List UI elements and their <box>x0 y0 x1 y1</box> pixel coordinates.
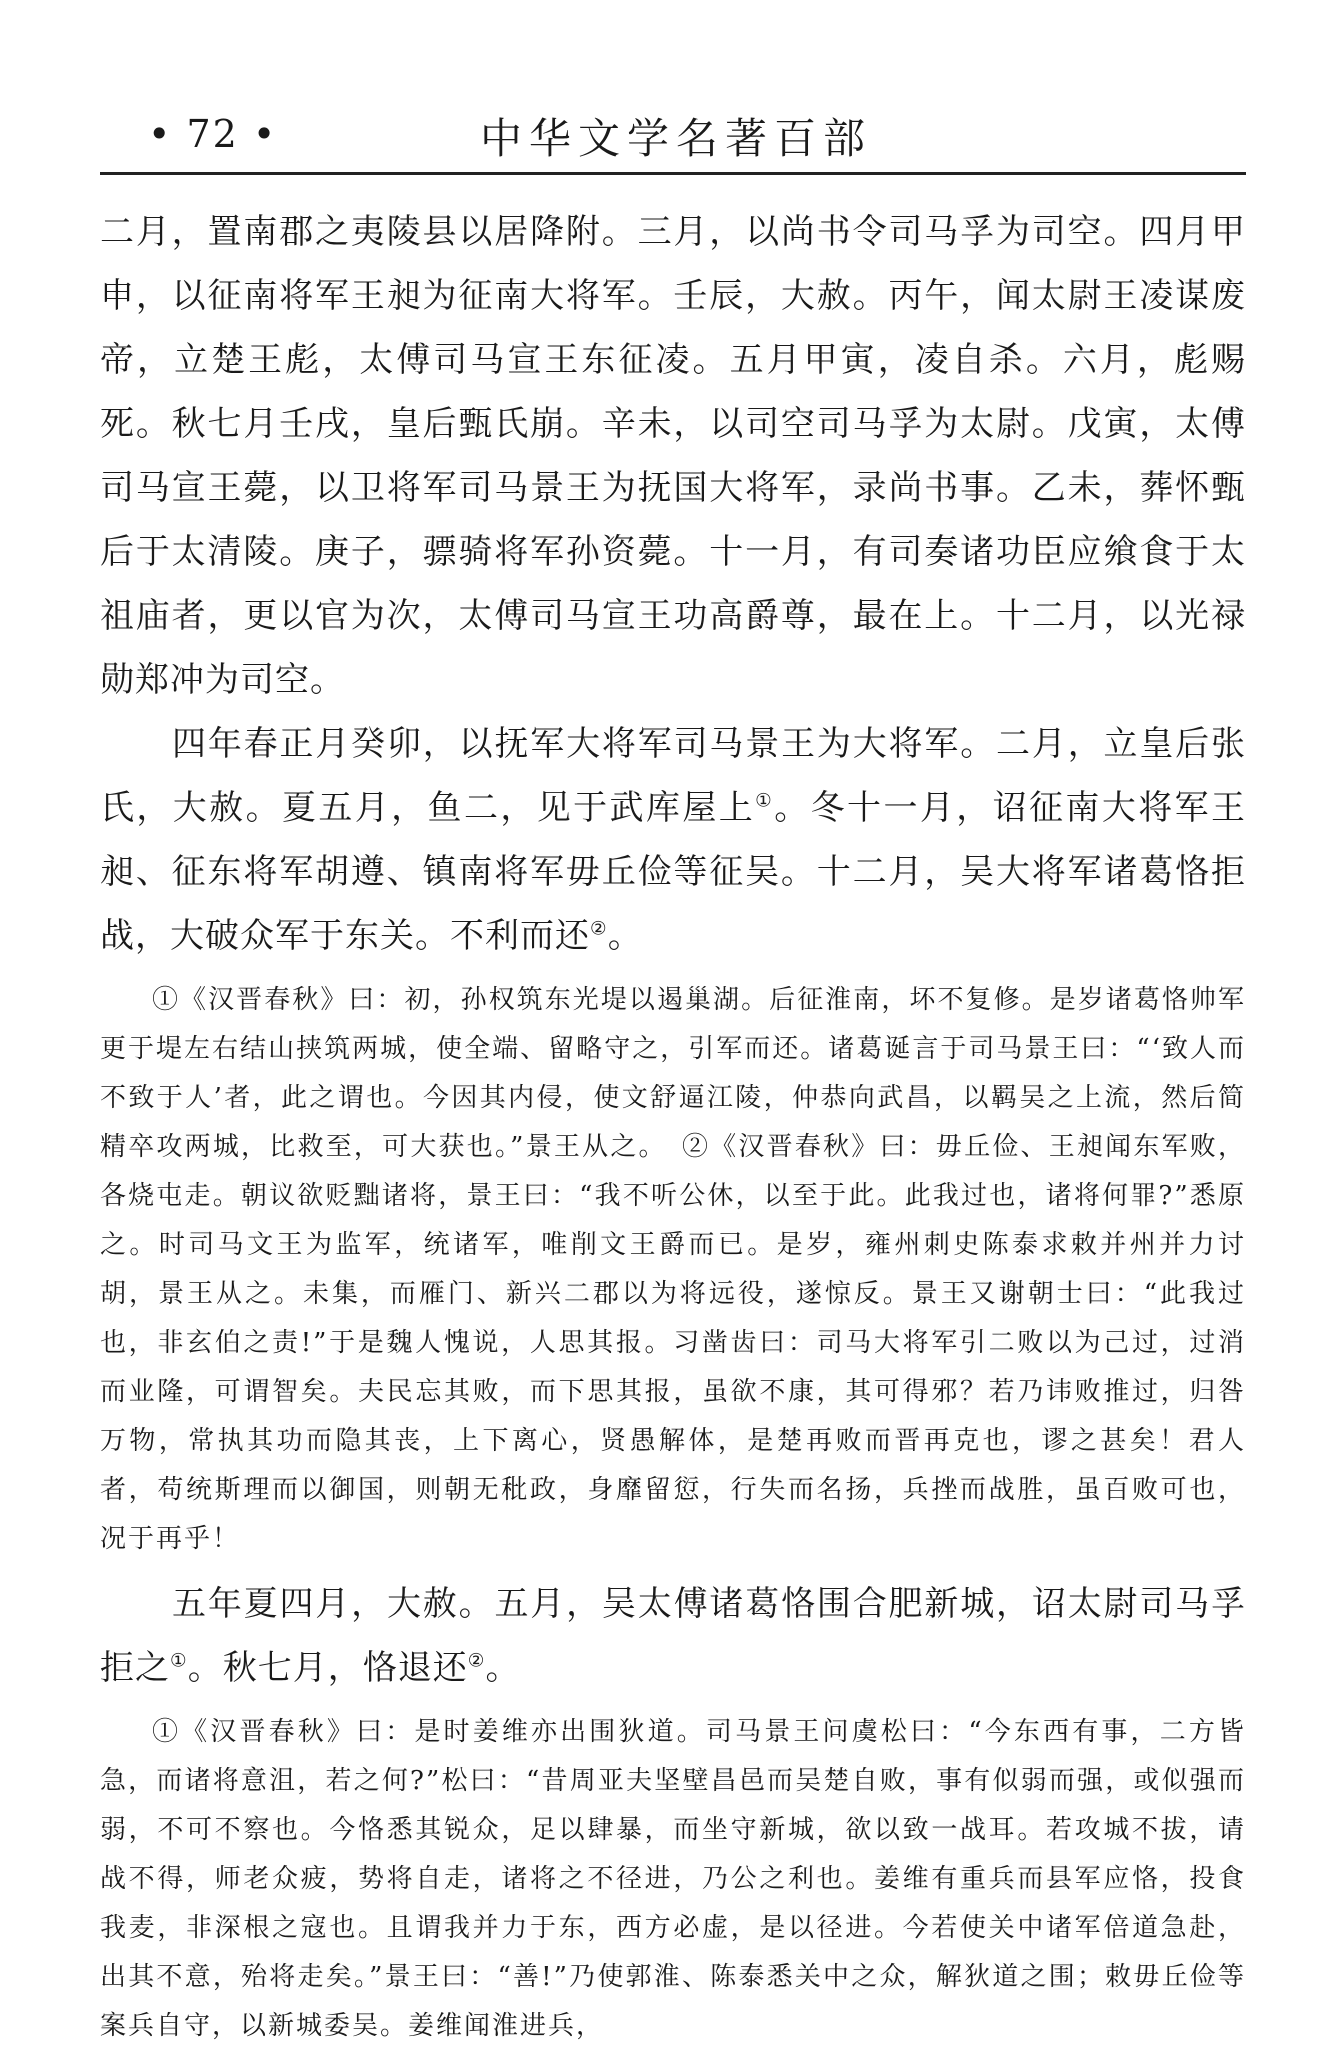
book-title: 中华文学名著百部 <box>480 114 873 163</box>
annotation-note: ①《汉晋春秋》曰：初，孙权筑东光堤以遏巢湖。后征淮南，坏不复修。是岁诸葛恪帅军更于堤左右结山挟筑两城，使全端、留略守之，引军而还。诸葛诞言于司马景王曰：“‘致人而不致于人’者，此之谓也。今因其内侵，使文舒逼江陵，仲恭向武昌，以羁吴之上流，然后简精卒攻两城，比救至，可大获也。”景王从之。 ②《汉晋春秋》曰：毋丘俭、王昶闻东军败，各烧屯走。朝议欲贬黜诸将，景王曰：“我不听公休，以至于此。此我过也，诸将何罪?”悉原之。时司马文王为监军，统诸军，唯削文王爵而已。是岁，雍州刺史陈泰求敕并州并力讨胡，景王从之。未集，而雁门、新兴二郡以为将远役，遂惊反。景王又谢朝士曰：“此我过也，非玄伯之责!”于是魏人愧说，人思其报。习凿齿曰：司马大将军引二败以为己过，过消而业隆，可谓智矣。夫民忘其败，而下思其报，虽欲不康，其可得邪？若乃讳败推过，归咎万物，常执其功而隐其丧，上下离心，贤愚解体，是楚再败而晋再克也，谬之甚矣！君人者，苟统斯理而以御国，则朝无秕政，身靡留愆，行失而名扬，兵挫而战胜，虽百败可也，况于再乎！ <box>100 985 1246 1554</box>
paragraph-text: 。秋七月，恪退还 <box>187 1648 468 1688</box>
paragraph-text: 。 <box>485 1648 521 1688</box>
footnote-marker: ② <box>590 918 608 940</box>
page-body <box>100 200 1246 2059</box>
page-header <box>100 100 1246 172</box>
footnote-marker: ① <box>170 1650 188 1672</box>
paragraph-text: 五年夏四月，大赦。五月，吴太傅诸葛恪围合肥新城，诏太尉司马孚拒之 <box>100 1584 1246 1688</box>
footnote-marker: ② <box>467 1650 486 1672</box>
paragraph-text: 四年春正月癸卯，以抚军大将军司马景王为大将军。二月，立皇后张氏，大赦。夏五月，鱼二，见于武库屋上 <box>100 724 1246 828</box>
footnote-marker: ① <box>755 790 775 812</box>
main-paragraph: 二月，置南郡之夷陵县以居降附。三月，以尚书令司马孚为司空。四月甲申，以征南将军王昶为征南大将军。壬辰，大赦。丙午，闻太尉王凌谋废帝，立楚王彪，太傅司马宣王东征凌。五月甲寅，凌自杀。六月，彪赐死。秋七月壬戌，皇后甄氏崩。辛未，以司空司马孚为太尉。戊寅，太傅司马宣王薨，以卫将军司马景王为抚国大将军，录尚书事。乙未，葬怀甄后于太清陵。庚子，骠骑将军孙资薨。十一月，有司奏诸功臣应飨食于太祖庙者，更以官为次，太傅司马宣王功高爵尊，最在上。十二月，以光禄勋郑冲为司空。 <box>100 212 1246 700</box>
main-paragraph <box>100 1572 1246 1700</box>
main-paragraph <box>100 712 1246 968</box>
paragraph-text: 。 <box>607 916 643 956</box>
header-rule <box>100 172 1246 175</box>
annotation-note: ①《汉晋春秋》曰：是时姜维亦出围狄道。司马景王问虞松曰：“今东西有事，二方皆急，而诸将意沮，若之何?”松曰：“昔周亚夫坚壁昌邑而吴楚自败，事有似弱而强，或似强而弱，不可不察也。今恪悉其锐众，足以肆暴，而坐守新城，欲以致一战耳。若攻城不拔，请战不得，师老众疲，势将自走，诸将之不径进，乃公之利也。姜维有重兵而县军应恪，投食我麦，非深根之寇也。且谓我并力于东，西方必虚，是以径进。今若使关中诸军倍道急赴，出其不意，殆将走矣。”景王曰：“善!”乃使郭淮、陈泰悉关中之众，解狄道之围；敕毋丘俭等案兵自守，以新城委吴。姜维闻淮进兵， <box>100 1717 1246 2041</box>
page-number: • 72 • <box>148 112 278 156</box>
paragraph-text: 。冬十一月，诏征南大将军王昶、征东将军胡遵、镇南将军毋丘俭等征吴。十二月，吴大将军诸葛恪拒战，大破众军于东关。不利而还 <box>100 788 1247 956</box>
